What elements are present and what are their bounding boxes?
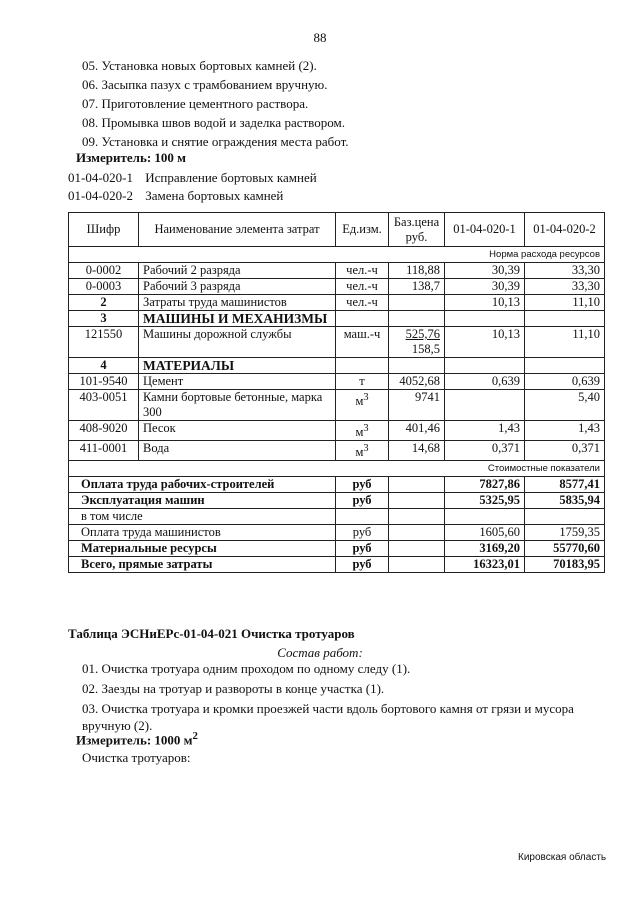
measure-unit-2: Измеритель: 1000 $м^2$: [76, 730, 198, 748]
work-composition-list: [82, 56, 349, 151]
code-number: 01-04-020-2: [68, 188, 133, 203]
section-row-machines: 3 МАШИНЫ И МЕХАНИЗМЫ: [69, 311, 605, 327]
header-name: Наименование элемента затрат: [139, 213, 336, 247]
cost-row: Эксплуатация машин руб 5325,95 5835,94: [69, 493, 605, 509]
code-list: [68, 169, 317, 205]
code-number: 01-04-020-1: [68, 170, 133, 185]
work-item: 01. Очистка тротуара одним проходом по одному следу (1).: [82, 661, 411, 676]
work-item: 02. Заезды на тротуар и развороты в конце участка (1).: [82, 681, 385, 696]
norm-subheader: [69, 247, 605, 263]
cost-row: Материальные ресурсы руб 3169,20 55770,60: [69, 541, 605, 557]
work-item: 09. Установка и снятие ограждения места работ.: [82, 134, 349, 149]
work-item: 08. Промывка швов водой и заделка раствором.: [82, 115, 345, 130]
table-row: 0-0002 Рабочий 2 разряда чел.-ч 118,88 30,39 33,30: [69, 263, 605, 279]
machine-price-2: 158,5: [411, 342, 440, 356]
section-row-materials: 4 МАТЕРИАЛЫ: [69, 358, 605, 374]
table-row: 408-9020 Песок $м^3$ 401,46 1,43 1,43: [69, 421, 605, 441]
cost-label: Стоимостные показатели: [69, 461, 605, 477]
cost-row: в том числе: [69, 509, 605, 525]
work-item: 06. Засыпка пазух с трамбованием вручную.: [82, 77, 328, 92]
norm-label: Норма расхода ресурсов: [69, 247, 605, 263]
header-col2: 01-04-020-2: [525, 213, 605, 247]
work-item: 05. Установка новых бортовых камней (2).: [82, 58, 317, 73]
measure-unit: Измеритель: 100 м: [76, 150, 187, 165]
table2-title: Таблица ЭСНиЕРс-01-04-021 Очистка тротуаров: [68, 626, 355, 641]
table-row: 403-0051 Камни бортовые бетонные, марка 300 $м^3$ 9741 5,40: [69, 390, 605, 421]
code-name: Исправление бортовых камней: [145, 170, 317, 185]
header-unit: Ед.изм.: [336, 213, 389, 247]
cost-row: Всего, прямые затраты руб 16323,01 70183,95: [69, 557, 605, 573]
cleaning-label: Очистка тротуаров:: [82, 750, 191, 765]
rates-table: [68, 212, 605, 573]
cost-subheader: [69, 461, 605, 477]
header-col1: 01-04-020-1: [445, 213, 525, 247]
cost-row: Оплата труда машинистов руб 1605,60 1759,35: [69, 525, 605, 541]
page-number: 88: [313, 30, 327, 45]
footer-region: Кировская область: [518, 852, 607, 863]
work-composition-list-2: [82, 660, 602, 737]
code-name: Замена бортовых камней: [145, 188, 284, 203]
table-row: 101-9540 Цемент т 4052,68 0,639 0,639: [69, 374, 605, 390]
work-item: 07. Приготовление цементного раствора.: [82, 96, 309, 111]
machine-price-1: 525,76: [405, 327, 440, 341]
header-base-price: Баз.цена руб.: [389, 213, 445, 247]
table-row: 2 Затраты труда машинистов чел.-ч 10,13 11,10: [69, 295, 605, 311]
table-header-row: [69, 213, 605, 247]
header-cipher: Шифр: [69, 213, 139, 247]
table-row: 121550 Машины дорожной службы маш.-ч 525,76 158,5 10,13 11,10: [69, 327, 605, 358]
table-row: 411-0001 Вода $м^3$ 14,68 0,371 0,371: [69, 441, 605, 461]
composition-label: Состав работ:: [277, 645, 363, 660]
code-item: [68, 187, 317, 205]
table-row: 0-0003 Рабочий 3 разряда чел.-ч 138,7 30,39 33,30: [69, 279, 605, 295]
cost-row: Оплата труда рабочих-строителей руб 7827,86 8577,41: [69, 477, 605, 493]
work-item: 03. Очистка тротуара и кромки проезжей части вдоль бортового камня от грязи и мусора вручную (2).: [82, 701, 574, 733]
code-item: [68, 169, 317, 187]
